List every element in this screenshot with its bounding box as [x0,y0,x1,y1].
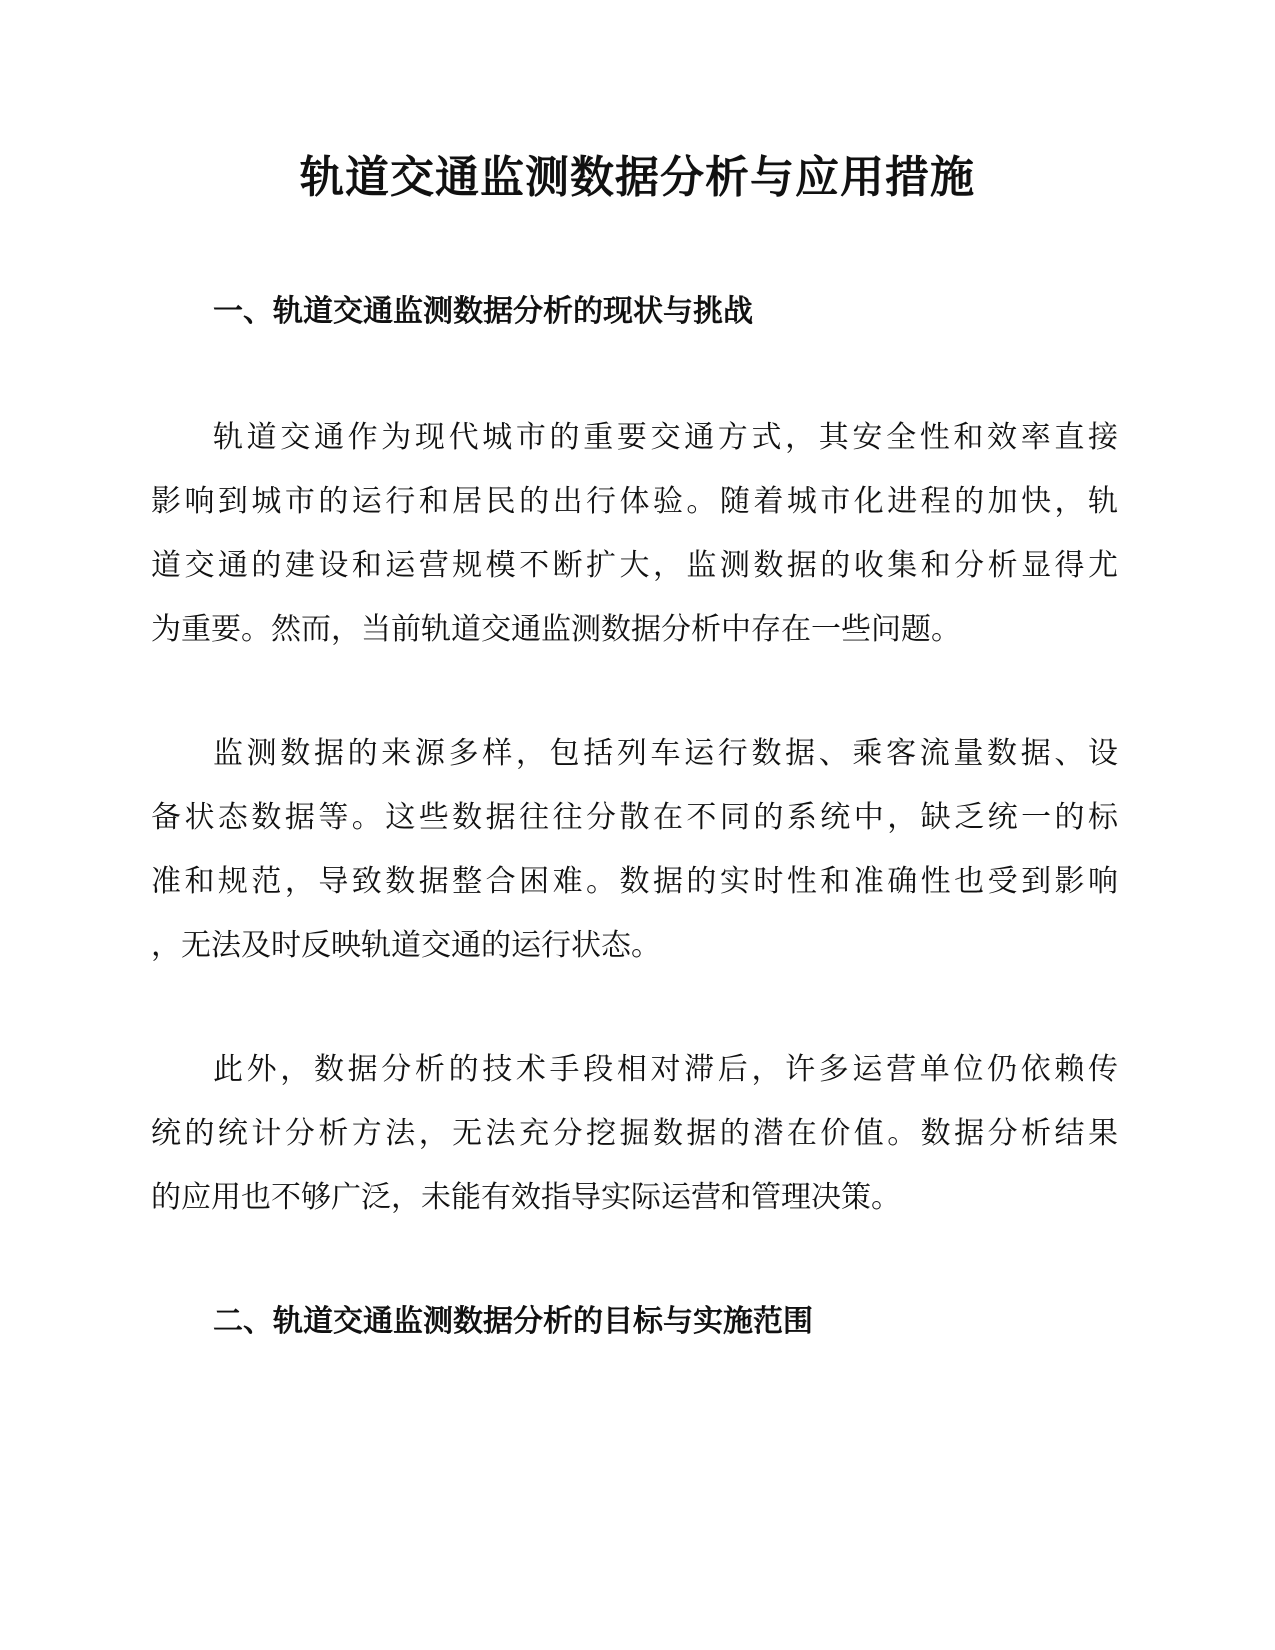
paragraph-2 [151,722,1118,978]
paragraph-3 [151,1038,1118,1230]
paragraph-line: 此外，数据分析的技术手段相对滞后，许多运营单位仍依赖传 [213,1052,1118,1087]
paragraph-line: 备状态数据等。这些数据往往分散在不同的系统中，缺乏统一的标 [151,800,1118,835]
paragraph-line: 影响到城市的运行和居民的出行体验。随着城市化进程的加快，轨 [151,484,1118,519]
section-heading-1: 一、轨道交通监测数据分析的现状与挑战 [213,294,753,329]
paragraph-line: ，无法及时反映轨道交通的运行状态。 [151,928,661,963]
paragraph-line: 为重要。然而，当前轨道交通监测数据分析中存在一些问题。 [151,612,961,647]
paragraph-line: 道交通的建设和运营规模不断扩大，监测数据的收集和分析显得尤 [151,548,1118,583]
paragraph-line: 监测数据的来源多样，包括列车运行数据、乘客流量数据、设 [213,736,1118,771]
paragraph-line: 准和规范，导致数据整合困难。数据的实时性和准确性也受到影响 [151,864,1118,899]
paragraph-line: 统的统计分析方法，无法充分挖掘数据的潜在价值。数据分析结果 [151,1116,1118,1151]
paragraph-1 [151,406,1118,662]
section-heading-2: 二、轨道交通监测数据分析的目标与实施范围 [213,1304,813,1339]
document-title: 轨道交通监测数据分析与应用措施 [300,152,975,203]
paragraph-line: 的应用也不够广泛，未能有效指导实际运营和管理决策。 [151,1180,901,1215]
paragraph-line: 轨道交通作为现代城市的重要交通方式，其安全性和效率直接 [213,420,1118,455]
